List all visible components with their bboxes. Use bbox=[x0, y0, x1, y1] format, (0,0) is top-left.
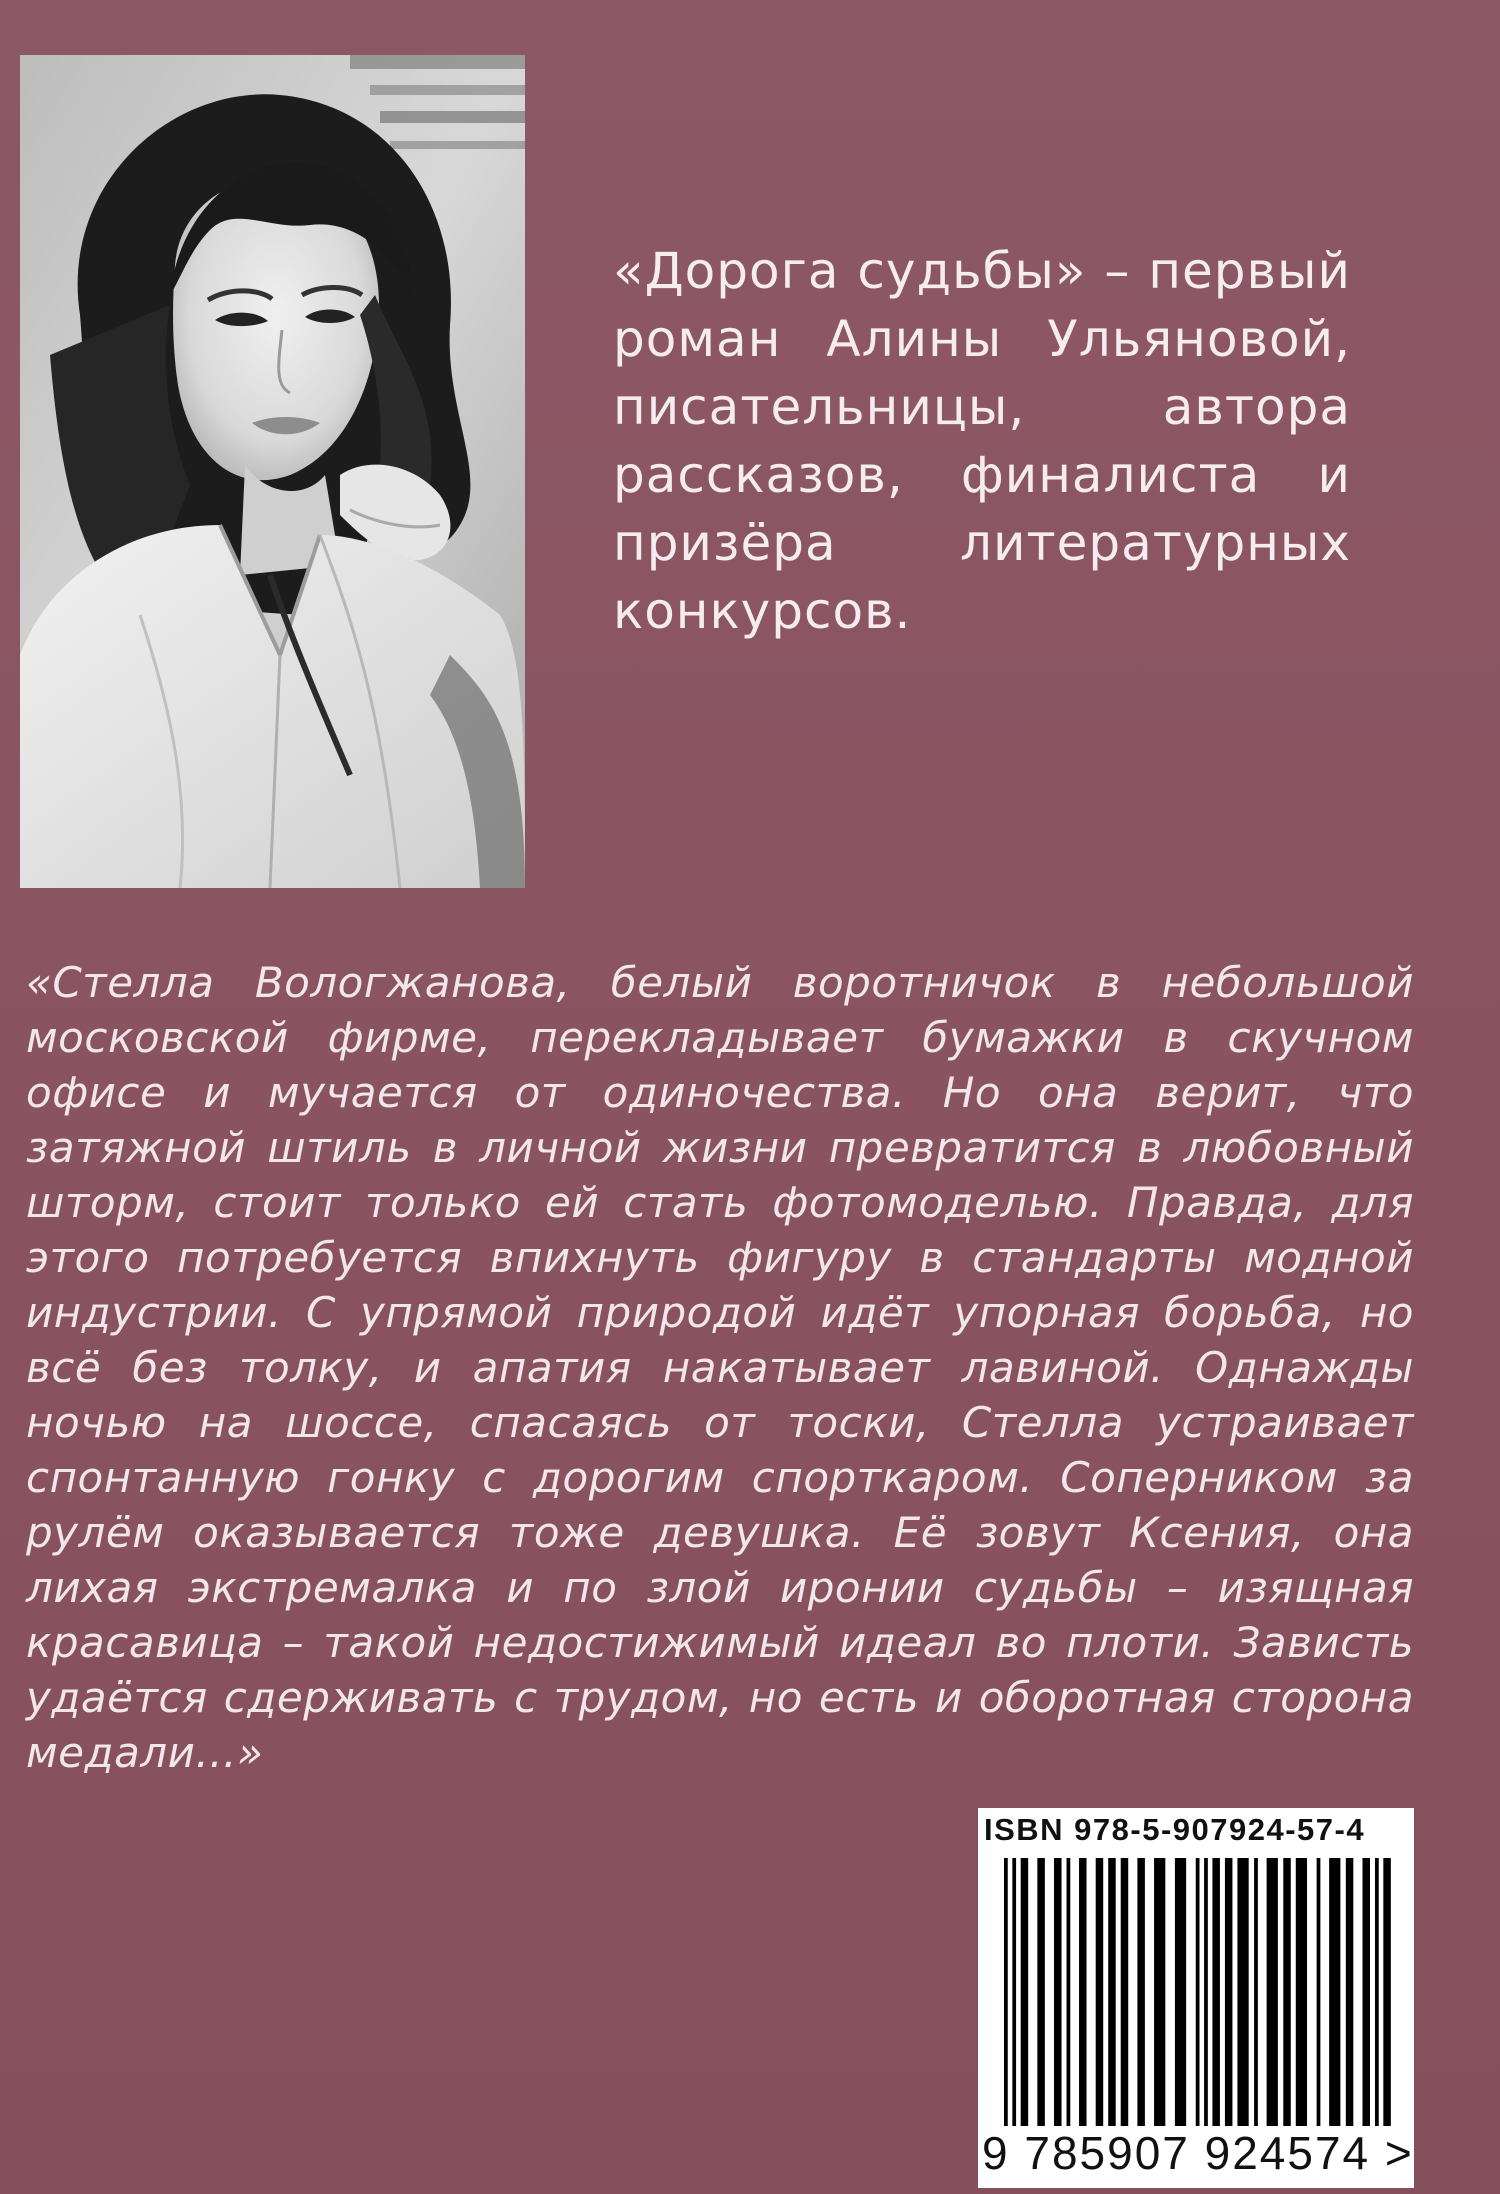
barcode-bar bbox=[1362, 1858, 1370, 2126]
barcode-bar bbox=[1196, 1858, 1200, 2126]
barcode-bar bbox=[1154, 1858, 1165, 2126]
barcode-digits: 9 785907 924574 > bbox=[982, 2127, 1414, 2179]
isbn-barcode bbox=[978, 1808, 1414, 2188]
barcode-bar bbox=[1021, 1858, 1029, 2126]
barcode-bar bbox=[1237, 1858, 1248, 2126]
barcode-bar bbox=[1317, 1858, 1321, 2126]
book-synopsis: «Стелла Вологжанова, белый воротничок в небольшой московской фирме, перекладывает бумажки в скучном офисе и мучается от одиночества. Но она верит, что затяжной штиль в личной жизни превратится в любовный шторм, стоит только ей стать фотомоделью. Правда, для этого потребуется впихнуть фигуру в стандарты модной индустрии. С упрямой природой идёт упорная борьба, но всё без толку, и апатия накатывает лавиной. Однажды ночью на шоссе, спасаясь от тоски, Стелла устраивает спонтанную гонку с дорогим спорткаром. Соперником за рулём оказывается тоже девушка. Её зовут Ксения, она лихая экстремалка и по злой иронии судьбы – изящная красавица – такой недостижимый идеал во плоти. Зависть удаётся сдерживать с трудом, но есть и оборотная сторона медали...» bbox=[26, 958, 1414, 1777]
barcode-bar bbox=[1004, 1858, 1008, 2126]
barcode-bar bbox=[1012, 1858, 1016, 2126]
book-blurb: «Дорога судьбы» – первый роман Алины Ульяновой, писательницы, автора рассказов, финалиста и призёра литературных конкурсов. bbox=[613, 242, 1351, 640]
barcode-bar bbox=[1175, 1858, 1186, 2126]
barcode-bar bbox=[1296, 1858, 1307, 2126]
barcode-bars bbox=[1004, 1858, 1400, 2126]
barcode-bar bbox=[1108, 1858, 1116, 2126]
barcode-bar bbox=[1067, 1858, 1071, 2126]
barcode-bar bbox=[1225, 1858, 1233, 2126]
author-portrait-image bbox=[20, 55, 525, 888]
barcode-bar bbox=[1329, 1858, 1340, 2126]
barcode-bar bbox=[1096, 1858, 1104, 2126]
barcode-bar bbox=[1254, 1858, 1258, 2126]
barcode-bar bbox=[1212, 1858, 1220, 2126]
barcode-bar bbox=[1375, 1858, 1379, 2126]
isbn-label: ISBN 978-5-907924-57-4 bbox=[984, 1812, 1366, 1847]
barcode-bar bbox=[1054, 1858, 1062, 2126]
barcode-bar bbox=[1137, 1858, 1145, 2126]
barcode-bar bbox=[1121, 1858, 1129, 2126]
barcode-bar bbox=[1383, 1858, 1391, 2126]
barcode-bar bbox=[1346, 1858, 1354, 2126]
barcode-bar bbox=[1204, 1858, 1208, 2126]
author-photo bbox=[20, 55, 525, 888]
barcode-bar bbox=[1267, 1858, 1278, 2126]
barcode-bar bbox=[1283, 1858, 1291, 2126]
barcode-bar bbox=[1037, 1858, 1045, 2126]
barcode-bar bbox=[1079, 1858, 1087, 2126]
